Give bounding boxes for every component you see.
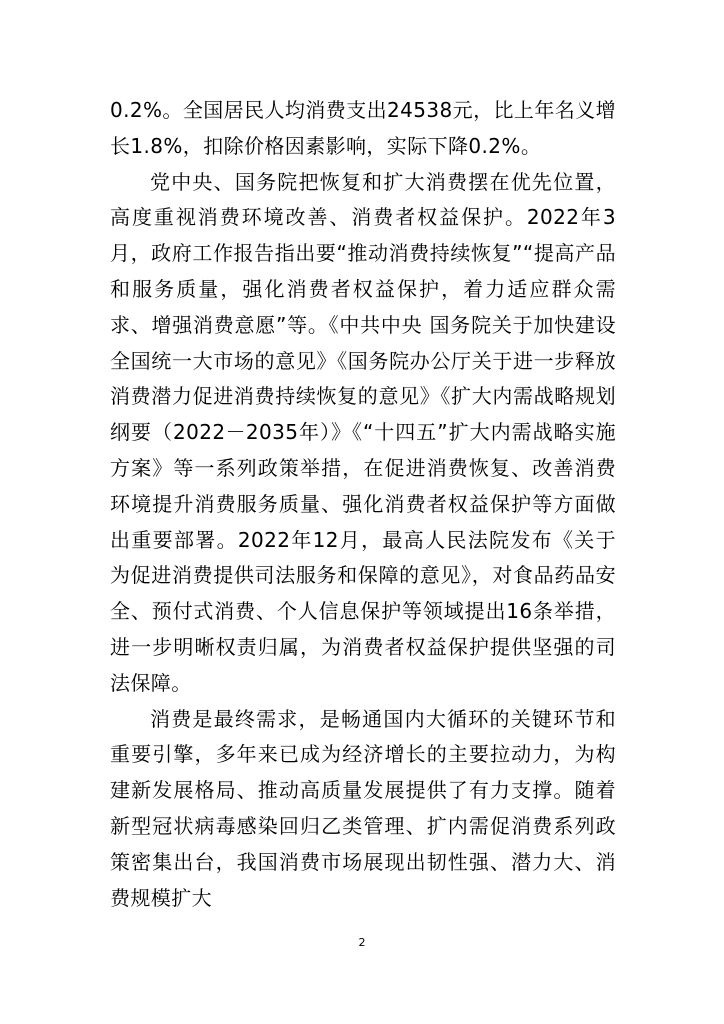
paragraph-consumption-demand: 消费是最终需求，是畅通国内大循环的关键环节和重要引擎，多年来已成为经济增长的主要拉动力，为构建新发展格局、推动高质量发展提供了有力支撑。随着新型冠状病毒感染回归乙类管理、扩内需促消费系列政策密集出台，我国消费市场展现出韧性强、潜力大、消费规模扩大: [110, 706, 616, 910]
paragraph-consumer-policy: 党中央、国务院把恢复和扩大消费摆在优先位置，高度重视消费环境改善、消费者权益保护。2022年3月，政府工作报告指出要“推动消费持续恢复”“提高产品和服务质量，强化消费者权益保护，着力适应群众需求、增强消费意愿”等。《中共中央 国务院关于加快建设全国统一大市场的意见》《国务院办公厅关于进一步释放消费潜力促进消费持续恢复的意见》《扩大内需战略规划纲要（2022－2035年）》《“十四五”扩大内需战略实施方案》等一系列政策举措，在促进消费恢复、改善消费环境提升消费服务质量、强化消费者权益保护等方面做出重要部署。2022年12月，最高人民法院发布《关于为促进消费提供司法服务和保障的意见》，对食品药品安全、预付式消费、个人信息保护等领域提出16条举措，进一步明晰权责归属，为消费者权益保护提供坚强的司法保障。: [110, 169, 616, 695]
body-text: [110, 93, 616, 916]
page-number: 2: [358, 936, 366, 949]
paragraph-continued: 0.2%。全国居民人均消费支出24538元，比上年名义增长1.8%，扣除价格因素影响，实际下降0.2%。: [110, 98, 616, 158]
